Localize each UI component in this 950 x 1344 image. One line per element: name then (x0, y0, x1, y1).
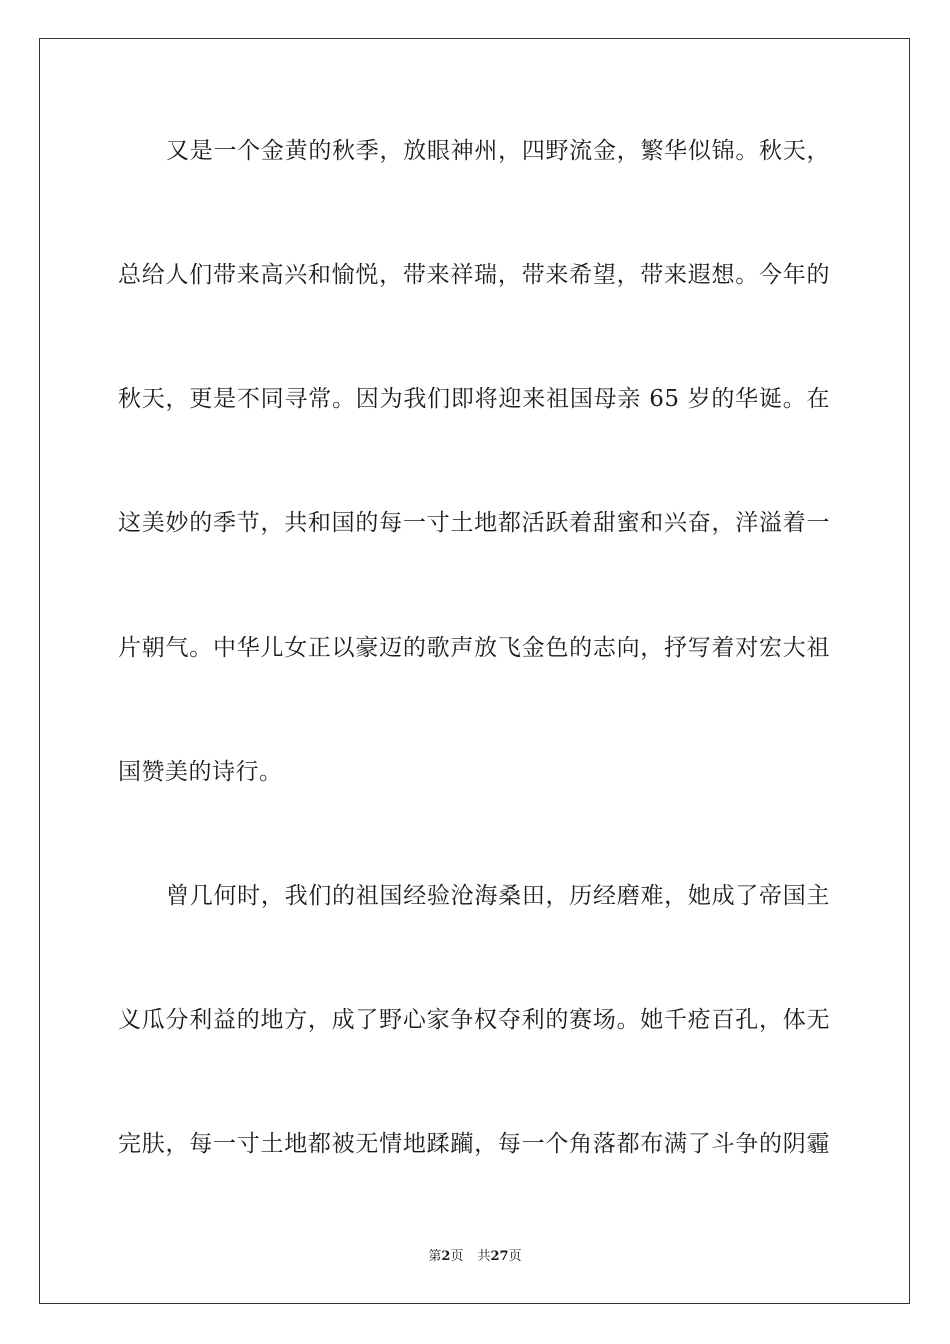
paragraph-1-line-4: 这美妙的季节，共和国的每一寸土地都活跃着甜蜜和兴奋，洋溢着一 (118, 510, 830, 536)
paragraph-1-line-6: 国赞美的诗行。 (118, 759, 283, 785)
total-suffix: 页 (508, 1249, 522, 1264)
total-indicator (477, 1249, 521, 1264)
page-footer (0, 1248, 950, 1266)
page-frame (39, 38, 910, 1304)
paragraph-1-line-3: 秋天，更是不同寻常。因为我们即将迎来祖国母亲 65 岁的华诞。在 (118, 386, 830, 412)
paragraph-1-line-1: 又是一个金黄的秋季，放眼神州，四野流金，繁华似锦。秋天， (166, 138, 830, 164)
paragraph-2-line-1: 曾几何时，我们的祖国经验沧海桑田，历经磨难，她成了帝国主 (166, 883, 830, 909)
page-suffix: 页 (450, 1249, 464, 1264)
page-indicator (428, 1249, 463, 1264)
page-prefix: 第 (428, 1249, 442, 1264)
total-prefix: 共 (477, 1249, 491, 1264)
paragraph-2-line-3: 完肤，每一寸土地都被无情地蹂躏，每一个角落都布满了斗争的阴霾 (118, 1131, 830, 1157)
paragraph-1-line-5: 片朝气。中华儿女正以豪迈的歌声放飞金色的志向，抒写着对宏大祖 (118, 635, 830, 661)
page-number: 2 (441, 1249, 451, 1264)
paragraph-1-line-2: 总给人们带来高兴和愉悦，带来祥瑞，带来希望，带来遐想。今年的 (118, 262, 830, 288)
paragraph-2-line-2: 义瓜分利益的地方，成了野心家争权夺利的赛场。她千疮百孔，体无 (118, 1007, 830, 1033)
total-pages: 27 (490, 1249, 509, 1264)
